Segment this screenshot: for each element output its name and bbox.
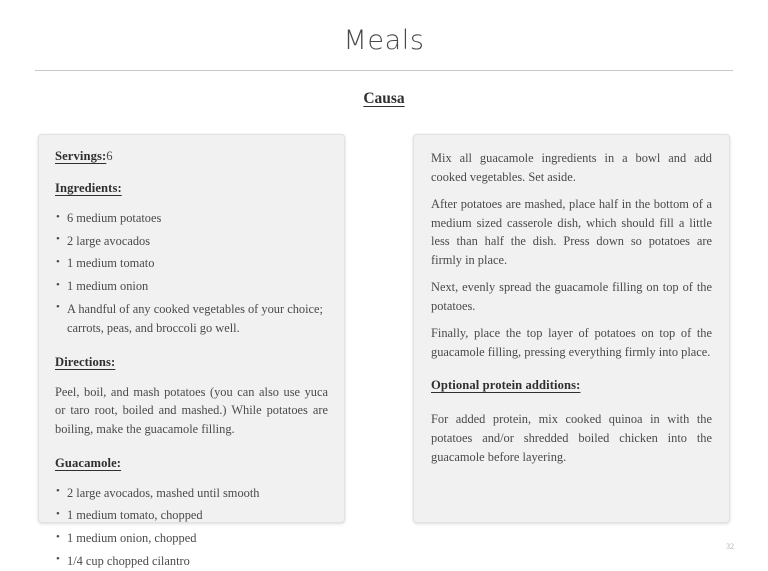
servings-label: Servings: (55, 149, 107, 163)
list-item: • 6 medium potatoes (55, 209, 328, 228)
page-title: Meals (343, 25, 425, 56)
recipe-card-steps (413, 134, 730, 523)
ingredients-list (55, 209, 328, 338)
spacer (55, 439, 328, 456)
step-paragraph: Finally, place the top layer of potatoes on top of the guacamole filling, pressing everything firmly into place. (431, 325, 712, 359)
spacer (431, 361, 712, 378)
directions-text: Peel, boil, and mash potatoes (you can also use yuca or taro root, boiled and mashed.) While potatoes are boiling, make the guacamole filling. (55, 384, 328, 437)
spacer (55, 370, 328, 383)
step-paragraph: After potatoes are mashed, place half in the bottom of a medium sized casserole dish, which should fill a little less than half the dish. Press down so potatoes are firmly in place. (431, 196, 712, 268)
ingredients-heading: Ingredients: (55, 181, 122, 195)
spacer (55, 164, 328, 181)
spacer (431, 393, 712, 410)
spacer (55, 471, 328, 484)
list-item: • 1 medium onion, chopped (55, 529, 328, 548)
page-number: 32 (726, 542, 734, 551)
recipe-title: Causa (363, 89, 405, 107)
list-item: • 1 medium tomato, chopped (55, 506, 328, 525)
servings-value: 6 (106, 149, 113, 163)
list-item: • 1/4 cup chopped cilantro (55, 552, 328, 571)
optional-protein-heading: Optional protein additions: (431, 378, 581, 393)
directions-heading: Directions: (55, 354, 116, 369)
list-item: • 2 large avocados (55, 232, 328, 251)
step-paragraph: Mix all guacamole ingredients in a bowl and add cooked vegetables. Set aside. (431, 151, 712, 184)
recipe-card-ingredients (38, 134, 345, 568)
spacer (55, 196, 328, 209)
spacer (55, 342, 328, 355)
list-item: • 1 medium tomato (55, 254, 328, 273)
step-paragraph: Next, evenly spread the guacamole filling on top of the potatoes. (431, 280, 712, 313)
list-item: • 2 large avocados, mashed until smooth (55, 484, 328, 503)
guacamole-list (55, 484, 328, 571)
optional-protein-text: For added protein, mix cooked quinoa in with the potatoes and/or shredded boiled chicken into the guacamole before layering. (431, 412, 712, 465)
servings-row (55, 149, 328, 164)
guacamole-heading: Guacamole: (55, 455, 122, 470)
header-divider (35, 70, 733, 71)
page-header (0, 0, 768, 71)
list-item: • 1 medium onion (55, 277, 328, 296)
list-item: • A handful of any cooked vegetables of your choice; carrots, peas, and broccoli go well. (55, 300, 328, 338)
